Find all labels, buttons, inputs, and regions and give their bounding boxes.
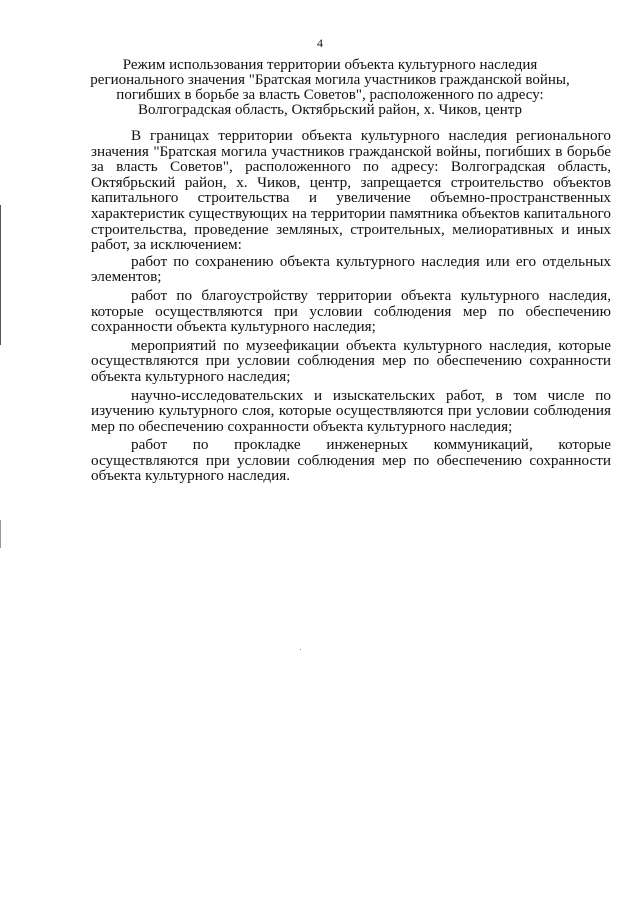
- intro-paragraph: В границах территории объекта культурного наследия регионального значения "Братская могила участников гражданской войны, погибших в борьбе за власть Советов", расположенного по адресу: Волгоградская область, Октябрьский район, х. Чиков, центр, запрещается строительство объектов капитального строительства и увеличение объемно-пространственных характеристик существующих на территории памятника объектов капитального строительства, проведение земляных, строительных, мелиоративных и иных работ, за исключением:: [91, 127, 611, 254]
- title-line: Волгоградская область, Октябрьский район, х. Чиков, центр: [138, 102, 522, 118]
- document-body: [91, 128, 611, 484]
- scan-edge-mark: [0, 205, 1, 345]
- scan-edge-mark: [0, 520, 1, 548]
- exception-item: научно-исследовательских и изыскательских работ, в том числе по изучению культурного слоя, которые осуществляются при условии соблюдения мер по обеспечению сохранности объекта культурного наследия;: [91, 386, 611, 435]
- title-line: Режим использования территории объекта культурного наследия: [122, 57, 538, 73]
- title-line: погибших в борьбе за власть Советов", расположенного по адресу:: [116, 87, 544, 103]
- exception-item: работ по благоустройству территории объекта культурного наследия, которые осуществляются при условии соблюдения мер по обеспечению сохранности объекта культурного наследия;: [91, 286, 611, 336]
- exception-item: мероприятий по музеефикации объекта культурного наследия, которые осуществляются при условии соблюдения мер по обеспечению сохранности объекта культурного наследия;: [91, 336, 611, 385]
- exception-item: работ по сохранению объекта культурного наследия или его отдельных элементов;: [91, 252, 611, 286]
- title-line: регионального значения "Братская могила участников гражданской войны,: [90, 72, 570, 88]
- document-title: [60, 58, 600, 118]
- page-number: 4: [317, 36, 323, 50]
- scan-speck: [300, 649, 301, 650]
- exception-item: работ по прокладке инженерных коммуникаций, которые осуществляются при условии соблюдения мер по обеспечению сохранности объекта культурного наследия.: [91, 436, 611, 485]
